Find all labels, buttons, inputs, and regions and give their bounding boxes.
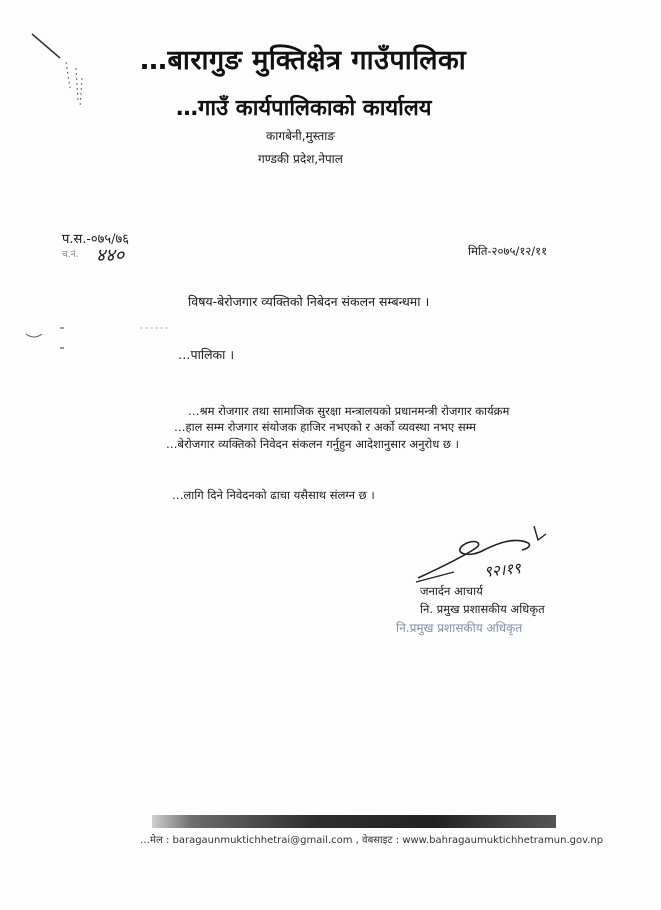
body-line: …बेरोजगार व्यक्तिको निवेदन संकलन गर्नुहुन आदेशानुसार अनुरोध छ । — [166, 437, 460, 451]
dispatch-number: ४४० — [96, 245, 125, 266]
signatory-designation: नि. प्रमुख प्रशासकीय अधिकृत — [420, 602, 545, 616]
body-line: …श्रम रोजगार तथा सामाजिक सुरक्षा मन्त्रालयको प्रधानमन्त्री रोजगार कार्यक्रम — [188, 404, 510, 418]
scan-artifact-marks — [20, 28, 90, 108]
addressee: …पालिका । — [178, 347, 235, 362]
body-line: …लागि दिने निवेदनको ढाचा यसैसाथ संलग्न छ । — [172, 488, 375, 502]
reference-number: प.स.-०७५/७६ — [62, 232, 130, 247]
address-line-1: कागबेनी,मुस्ताङ — [266, 129, 335, 143]
signatory-name: जनार्दन आचार्य — [420, 584, 483, 598]
footer-bar — [152, 815, 556, 828]
designation-stamp: नि.प्रमुख प्रशासकीय अधिकृत — [396, 621, 523, 635]
footer-contact: …मेल : baragaunmuktichhetrai@gmail.com , वेबसाइट : www.bahragaumuktichhetramun.gov.np — [140, 835, 604, 846]
subject-line: विषय-बेरोजगार व्यक्तिको निबेदन संकलन सम्बन्धमा । — [188, 294, 430, 309]
faded-addressee-marks — [20, 320, 180, 370]
address-line-2: गण्डकी प्रदेश,नेपाल — [258, 152, 343, 166]
signature-date: ९२।१९ — [483, 559, 522, 581]
office-subtitle: …गाउँ कार्यपालिकाको कार्यालय — [176, 96, 432, 121]
office-title: …बारागुङ मुक्तिक्षेत्र गाउँपालिका — [140, 45, 467, 76]
letter-date: मिति-२०७५/१२/११ — [468, 244, 548, 258]
body-line: …हाल सम्म रोजगार संयोजक हाजिर नभएको र अर्को व्यवस्था नभए सम्म — [174, 420, 476, 434]
dispatch-label: च.नं. — [62, 250, 79, 260]
